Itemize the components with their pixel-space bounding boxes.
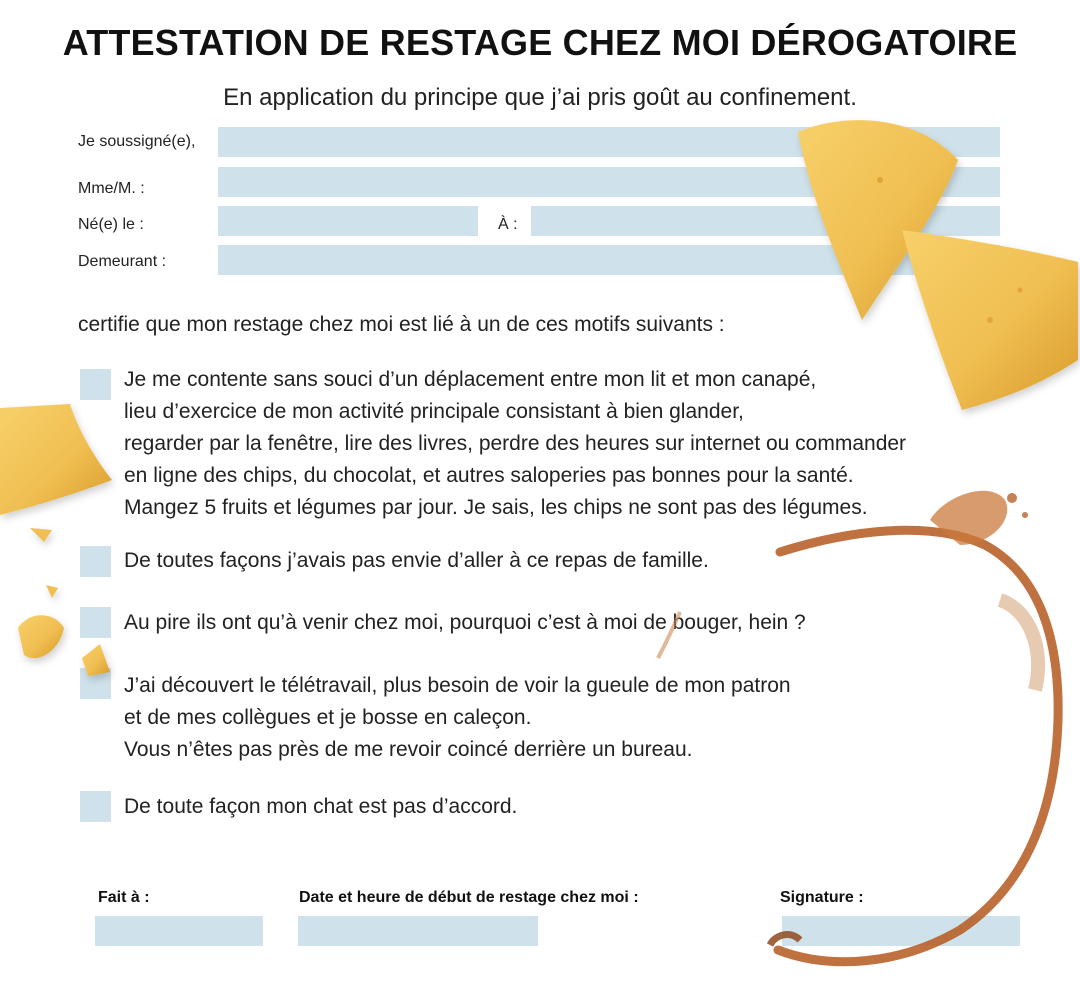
reason-1-line-5: Mangez 5 fruits et légumes par jour. Je sais, les chips ne sont pas des légumes. [124,496,868,519]
birth-date-label: Né(e) le : [78,216,144,233]
title-field[interactable] [218,167,1000,197]
certify-statement: certifie que mon restage chez moi est lié à un de ces motifs suivants : [78,313,725,336]
place-of-signing-field[interactable] [95,916,263,946]
reason-3-line-1: Au pire ils ont qu’à venir chez moi, pourquoi c’est à moi de bouger, hein ? [124,611,806,634]
signature-field[interactable] [782,916,1020,946]
place-of-signing-label: Fait à : [98,889,150,906]
start-date-label: Date et heure de début de restage chez moi : [299,889,639,906]
reason-2-line-1: De toutes façons j’avais pas envie d’aller à ce repas de famille. [124,549,709,572]
reason-1-line-4: en ligne des chips, du chocolat, et autres saloperies pas bonnes pour la santé. [124,464,854,487]
signature-label: Signature : [780,889,864,906]
reason-checkbox-1[interactable] [80,369,111,400]
birth-place-field[interactable] [531,206,1000,236]
reason-5-line-1: De toute façon mon chat est pas d’accord. [124,795,518,818]
address-label: Demeurant : [78,253,167,270]
title-label: Mme/M. : [78,180,145,197]
address-field[interactable] [218,245,1000,275]
name-field[interactable] [218,127,1000,157]
reason-text-2 [124,545,709,577]
start-date-field[interactable] [298,916,538,946]
reason-checkbox-3[interactable] [80,607,111,638]
reason-4-line-3: Vous n’êtes pas près de me revoir coincé derrière un bureau. [124,738,693,761]
reason-text-4 [124,670,791,766]
reason-checkbox-5[interactable] [80,791,111,822]
birth-place-label: À : [498,216,518,233]
birth-date-field[interactable] [218,206,478,236]
reason-1-line-1: Je me contente sans souci d’un déplacement entre mon lit et mon canapé, [124,368,817,391]
reason-text-3 [124,607,806,639]
reason-checkbox-4[interactable] [80,668,111,699]
reason-text-5 [124,791,517,823]
page-title: ATTESTATION DE RESTAGE CHEZ MOI DÉROGATOIRE [62,22,1018,63]
reason-checkbox-2[interactable] [80,546,111,577]
reason-4-line-2: et de mes collègues et je bosse en caleçon. [124,706,532,729]
reason-4-line-1: J’ai découvert le télétravail, plus besoin de voir la gueule de mon patron [124,674,791,697]
reason-1-line-2: lieu d’exercice de mon activité principale consistant à bien glander, [124,400,744,423]
reason-text-1 [124,364,906,524]
reason-1-line-3: regarder par la fenêtre, lire des livres, perdre des heures sur internet ou commander [124,432,907,455]
page-subtitle: En application du principe que j’ai pris goût au confinement. [223,84,857,111]
name-label: Je soussigné(e), [78,133,196,150]
